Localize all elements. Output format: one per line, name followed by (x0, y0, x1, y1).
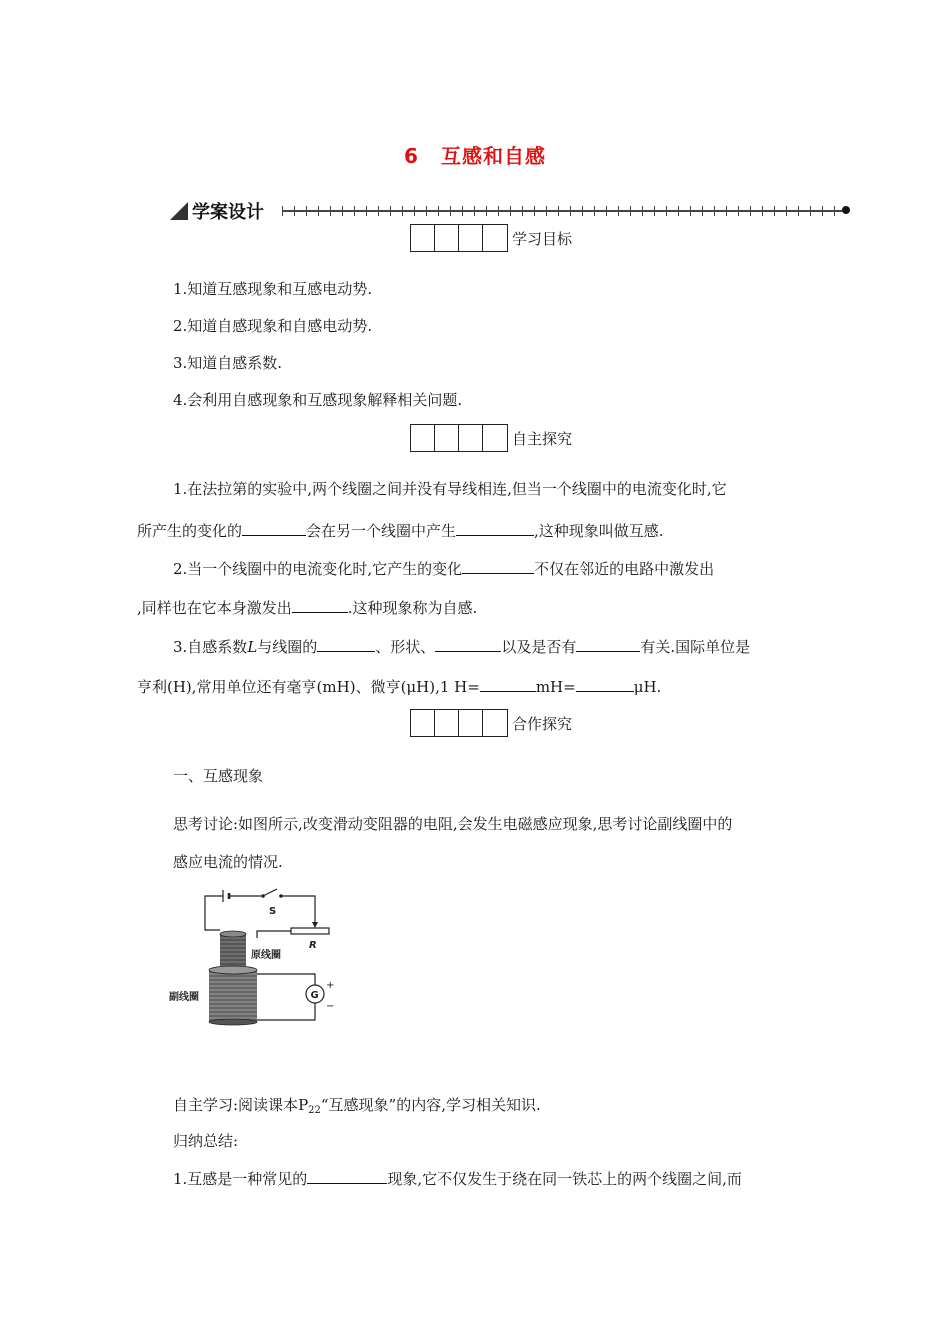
text: 自主学习:阅读课本 (173, 1096, 299, 1114)
section-title: 自主探究 (512, 429, 573, 448)
explore-q2-line2 (137, 597, 477, 618)
fill-blank[interactable] (456, 520, 534, 536)
explore-q3-line2 (137, 676, 661, 697)
text: 3.自感系数 (173, 638, 248, 656)
text: 所产生的变化的 (137, 522, 243, 540)
secondary-coil-label: 副线圈 (169, 992, 199, 1003)
goal-item: 1.知道互感现象和互感电动势. (173, 280, 373, 298)
text: .这种现象称为自感. (347, 599, 478, 617)
minus-sign: − (326, 1001, 335, 1012)
text: 以及是否有 (501, 638, 577, 656)
galvanometer-label: G (310, 990, 319, 1001)
section-title: 合作探究 (512, 714, 573, 733)
fill-blank[interactable] (480, 676, 536, 692)
page-subscript: 22 (308, 1105, 321, 1116)
secondary-coil-icon (209, 966, 257, 1025)
fill-blank[interactable] (435, 636, 501, 652)
explore-q1-line2 (137, 520, 664, 541)
coop-summary-label: 归纳总结: (173, 1132, 239, 1150)
fill-blank[interactable] (307, 1168, 387, 1184)
symbol-L: L (247, 638, 258, 656)
text: ,这种现象叫做互感. (534, 522, 664, 540)
section-header-goals (410, 225, 572, 251)
explore-q2-line1 (173, 558, 714, 579)
fill-blank[interactable] (317, 636, 375, 652)
banner-end-dot-icon (842, 206, 850, 214)
rheostat-icon (291, 928, 329, 934)
rheostat-label: R (309, 940, 317, 951)
switch-icon (261, 889, 283, 898)
section-banner (170, 198, 850, 224)
text: 会在另一个线圈中产生 (306, 522, 457, 540)
goal-item: 3.知道自感系数. (173, 354, 283, 372)
fill-blank[interactable] (292, 597, 348, 613)
text: P (298, 1096, 309, 1114)
mutual-induction-circuit-figure (165, 882, 345, 1032)
text: 亨利(H),常用单位还有毫亨(mH)、微亨(μH),1 H= (137, 678, 480, 696)
text: 、形状、 (375, 638, 436, 656)
goal-item: 4.会利用自感现象和互感现象解释相关问题. (173, 391, 463, 409)
banner-triangle-icon (170, 202, 188, 220)
fill-blank[interactable] (576, 636, 640, 652)
text: 现象,它不仅发生于绕在同一铁芯上的两个线圈之间,而 (387, 1170, 742, 1188)
text: mH= (535, 678, 576, 696)
section-title: 学习目标 (512, 229, 573, 248)
coop-discuss-line1: 思考讨论:如图所示,改变滑动变阻器的电阻,会发生电磁感应现象,思考讨论副线圈中的 (173, 815, 733, 833)
coop-heading: 一、互感现象 (173, 767, 264, 785)
text: “互感现象”的内容,学习相关知识. (320, 1096, 541, 1114)
coop-summary-item1 (173, 1168, 742, 1189)
explore-q1-line1: 1.在法拉第的实验中,两个线圈之间并没有导线相连,但当一个线圈中的电流变化时,它 (173, 480, 727, 498)
coop-self-learn (173, 1095, 541, 1121)
banner-label: 学案设计 (192, 202, 264, 223)
section-header-self-study (410, 425, 572, 451)
plus-sign: + (326, 980, 335, 991)
fill-blank[interactable] (576, 676, 634, 692)
text: 与线圈的 (257, 638, 318, 656)
text: 2.当一个线圈中的电流变化时,它产生的变化 (173, 560, 463, 578)
title-number: 6 (404, 144, 419, 168)
primary-coil-icon (220, 931, 246, 970)
explore-q3-line1 (173, 636, 750, 657)
banner-ticks (282, 206, 840, 216)
switch-label: S (269, 906, 277, 917)
fill-blank[interactable] (462, 558, 534, 574)
section-box-icon (410, 224, 508, 252)
text: 有关.国际单位是 (640, 638, 751, 656)
section-header-cooperation (410, 710, 572, 736)
text: 1.互感是一种常见的 (173, 1170, 308, 1188)
section-box-icon (410, 709, 508, 737)
title-text: 互感和自感 (440, 144, 546, 168)
coop-discuss-line2: 感应电流的情况. (173, 853, 283, 871)
section-box-icon (410, 424, 508, 452)
fill-blank[interactable] (242, 520, 306, 536)
text: μH. (633, 678, 662, 696)
page-title (0, 140, 950, 169)
battery-icon (223, 890, 229, 902)
text: 不仅在邻近的电路中激发出 (534, 560, 715, 578)
goal-item: 2.知道自感现象和自感电动势. (173, 317, 373, 335)
text: ,同样也在它本身激发出 (137, 599, 292, 617)
primary-coil-label: 原线圈 (251, 950, 281, 961)
